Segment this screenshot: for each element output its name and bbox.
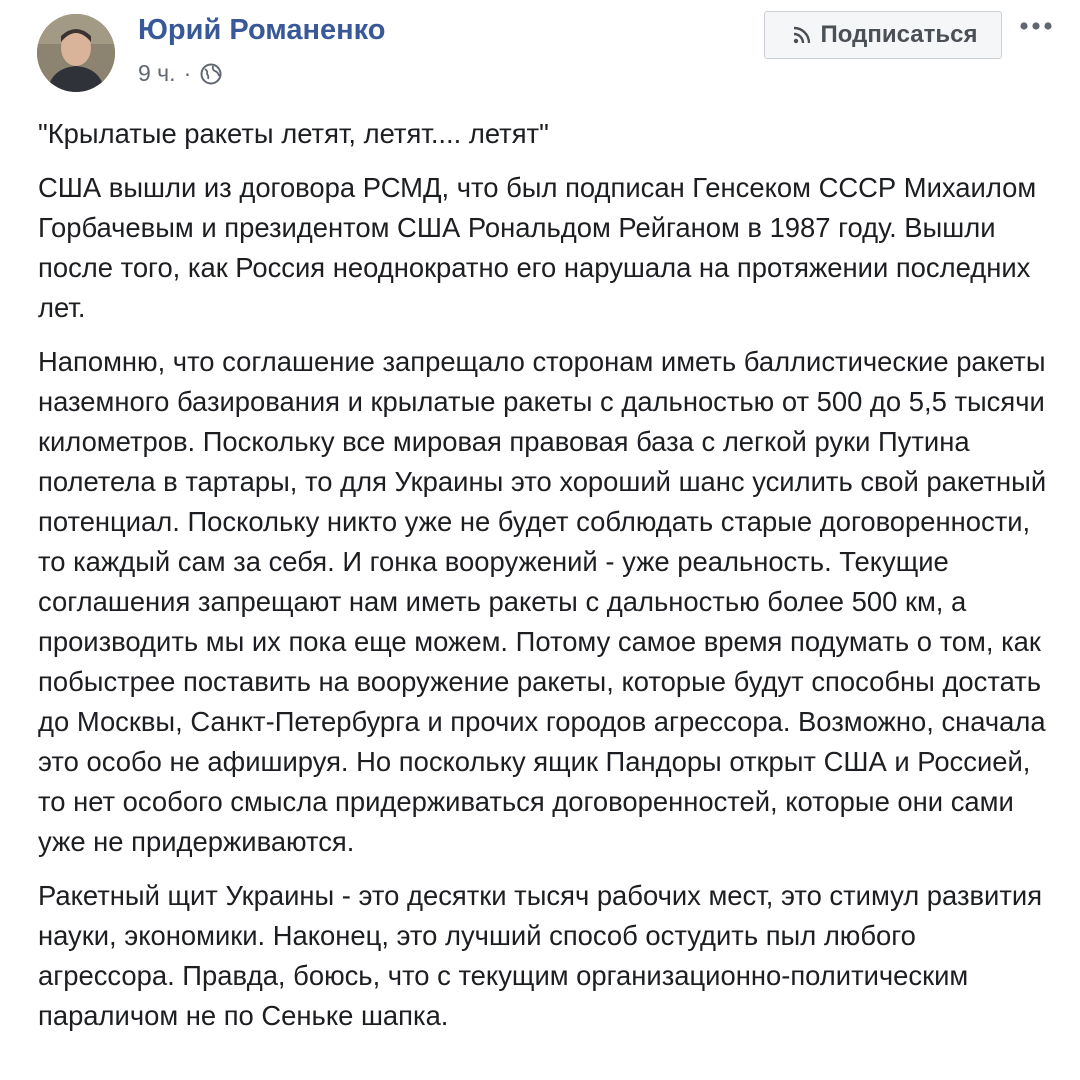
follow-button[interactable]	[764, 11, 1002, 59]
post-paragraph-1: "Крылатые ракеты летят, летят.... летят"	[38, 118, 549, 149]
post-timestamp[interactable]: 9 ч.	[138, 60, 176, 86]
post-paragraph-4: Ракетный щит Украины - это десятки тысяч рабочих мест, это стимул развития науки, экономики. Наконец, это лучший способ остудить пыл любого агрессора. Правда, боюсь, что с текущим организационно-политическим параличом не по Сеньке шапка.	[38, 880, 1043, 1031]
post-meta	[138, 60, 223, 87]
author-avatar[interactable]	[37, 14, 115, 92]
more-options-button[interactable]	[1016, 14, 1056, 38]
globe-icon	[199, 62, 223, 86]
post-text	[38, 114, 1048, 1050]
avatar-portrait	[37, 14, 115, 92]
author-name[interactable]: Юрий Романенко	[138, 14, 386, 46]
follow-button-label: Подписаться	[820, 21, 978, 48]
meta-separator: ·	[183, 60, 192, 86]
rss-icon	[789, 22, 815, 48]
more-dots-icon	[1016, 14, 1056, 38]
post-paragraph-3: Напомню, что соглашение запрещало сторонам иметь баллистические ракеты наземного базирования и крылатые ракеты с дальностью от 500 до 5,5 тысячи километров. Поскольку все мировая правовая база с легкой руки Путина полетела в тартары, то для Украины это хороший шанс усилить свой ракетный потенциал. Поскольку никто уже не будет соблюдать старые договоренности, то каждый сам за себя. И гонка вооружений - уже реальность. Текущие соглашения запрещают нам иметь ракеты с дальностью более 500 км, а производить мы их пока еще можем. Потому самое время подумать о том, как побыстрее поставить на вооружение ракеты, которые будут способны достать до Москвы, Санкт-Петербурга и прочих городов агрессора. Возможно, сначала это особо не афишируя. Но поскольку ящик Пандоры открыт США и Россией, то нет особого смысла придерживаться договоренностей, которые они сами уже не придерживаются.	[38, 346, 1047, 857]
post-paragraph-2: США вышли из договора РСМД, что был подписан Генсеком СССР Михаилом Горбачевым и президентом США Рональдом Рейганом в 1987 году. Вышли после того, как Россия неоднократно его нарушала на протяжении последних лет.	[38, 172, 1037, 323]
